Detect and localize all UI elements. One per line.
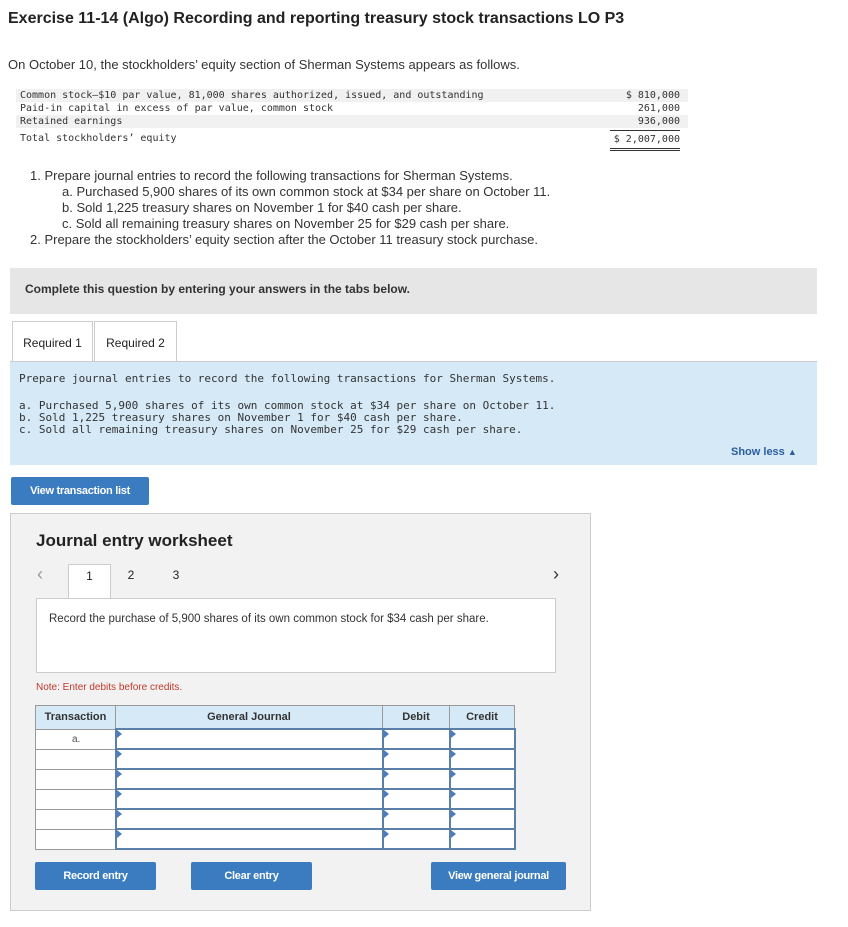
col-general-journal: General Journal [116, 706, 383, 730]
transaction-cell [36, 829, 116, 849]
equity-label: Retained earnings [20, 116, 123, 127]
page-2[interactable]: 2 [127, 568, 135, 582]
chevron-left-icon[interactable]: ‹ [37, 564, 43, 584]
col-transaction: Transaction [36, 706, 116, 730]
instruction-b: b. Sold 1,225 treasury shares on November 1 for $40 cash per share. [62, 200, 462, 215]
required-1-panel [10, 362, 817, 465]
debits-note: Note: Enter debits before credits. [36, 682, 183, 693]
instruction-banner [10, 268, 817, 314]
equity-row [16, 130, 688, 147]
clear-entry-button[interactable]: Clear entry [191, 862, 312, 890]
col-debit: Debit [383, 706, 450, 730]
record-entry-button[interactable]: Record entry [35, 862, 156, 890]
equity-label: Common stock—$10 par value, 81,000 shares authorized, issued, and outstanding [20, 90, 484, 101]
account-input[interactable] [116, 749, 383, 769]
table-row [36, 809, 515, 829]
equity-row [16, 115, 688, 128]
transaction-cell [36, 789, 116, 809]
req1-a: a. Purchased 5,900 shares of its own common stock at $34 per share on October 11. [19, 399, 556, 412]
debit-input[interactable] [383, 729, 450, 749]
transaction-cell [36, 809, 116, 829]
view-general-journal-button[interactable]: View general journal [431, 862, 566, 890]
debit-input[interactable] [383, 749, 450, 769]
req1-c: c. Sold all remaining treasury shares on November 25 for $29 cash per share. [19, 423, 523, 436]
equity-row [16, 102, 688, 115]
description-text: Record the purchase of 5,900 shares of its own common stock for $34 cash per share. [49, 613, 489, 625]
credit-input[interactable] [450, 829, 515, 849]
account-input[interactable] [116, 829, 383, 849]
instruction-q2: 2. Prepare the stockholders’ equity section after the October 11 treasury stock purchase. [30, 232, 538, 247]
banner-text: Complete this question by entering your answers in the tabs below. [25, 282, 410, 296]
transaction-label: a. [36, 729, 116, 749]
equity-table [16, 89, 688, 147]
worksheet-title: Journal entry worksheet [36, 531, 233, 550]
equity-label: Paid-in capital in excess of par value, common stock [20, 103, 334, 114]
debit-input[interactable] [383, 829, 450, 849]
col-credit: Credit [450, 706, 515, 730]
equity-amount: $ 810,000 [625, 90, 680, 101]
account-input[interactable] [116, 729, 383, 749]
equity-amount: 261,000 [637, 103, 680, 114]
equity-amount: 936,000 [637, 116, 680, 127]
triangle-up-icon: ▲ [787, 447, 797, 457]
view-transaction-list-button[interactable]: View transaction list [11, 477, 149, 505]
page-title: Exercise 11-14 (Algo) Recording and reporting treasury stock transactions LO P3 [8, 10, 625, 27]
table-row [36, 729, 515, 749]
req1-heading: Prepare journal entries to record the following transactions for Sherman Systems. [19, 372, 556, 385]
equity-label: Total stockholders’ equity [20, 133, 177, 144]
account-input[interactable] [116, 809, 383, 829]
credit-input[interactable] [450, 769, 515, 789]
credit-input[interactable] [450, 809, 515, 829]
table-row [36, 749, 515, 769]
page-1[interactable]: 1 [68, 564, 111, 598]
chevron-right-icon[interactable]: › [553, 564, 559, 584]
credit-input[interactable] [450, 729, 515, 749]
show-less-link[interactable]: Show less ▲ [731, 446, 797, 458]
equity-row [16, 89, 688, 102]
debit-input[interactable] [383, 769, 450, 789]
transaction-cell [36, 749, 116, 769]
credit-input[interactable] [450, 749, 515, 769]
transaction-cell [36, 769, 116, 789]
instruction-q1: 1. Prepare journal entries to record the following transactions for Sherman Systems. [30, 168, 513, 183]
debit-input[interactable] [383, 789, 450, 809]
table-header [36, 706, 515, 730]
account-input[interactable] [116, 789, 383, 809]
table-row [36, 769, 515, 789]
instruction-c: c. Sold all remaining treasury shares on November 25 for $29 cash per share. [62, 216, 510, 231]
page-3[interactable]: 3 [172, 568, 180, 582]
req1-b: b. Sold 1,225 treasury shares on November 1 for $40 cash per share. [19, 411, 463, 424]
table-row [36, 789, 515, 809]
table-row [36, 829, 515, 849]
journal-table [35, 705, 516, 850]
account-input[interactable] [116, 769, 383, 789]
transaction-description [36, 598, 556, 673]
equity-total: $ 2,007,000 [610, 130, 680, 151]
credit-input[interactable] [450, 789, 515, 809]
instruction-a: a. Purchased 5,900 shares of its own common stock at $34 per share on October 11. [62, 184, 551, 199]
tab-required-1[interactable]: Required 1 [12, 321, 93, 361]
debit-input[interactable] [383, 809, 450, 829]
tab-required-2[interactable]: Required 2 [94, 321, 177, 361]
intro-text: On October 10, the stockholders’ equity section of Sherman Systems appears as follows. [8, 57, 520, 72]
